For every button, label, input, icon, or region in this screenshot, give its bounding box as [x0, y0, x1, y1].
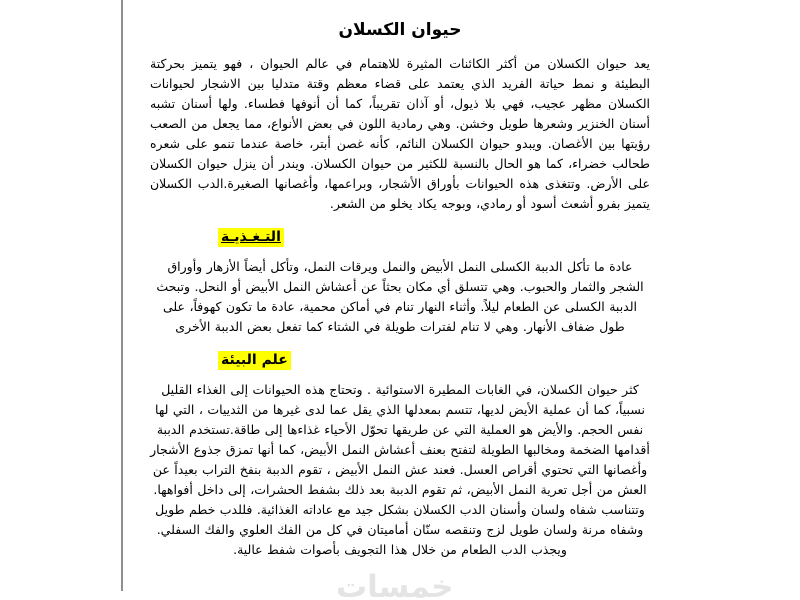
page-left-edge-line: [121, 0, 123, 591]
paragraph-nutrition: عادة ما تأكل الدببة الكسلى النمل الأبيض والنمل ويرقات النمل، وتأكل أيضاً الأزهار وأوراق الشجر والثمار والحبوب. وهي تتسلق أي مكان بحثاً عن أعشاش النمل الأبيض أو النحل. وتبحث الدببة الكسلى عن الطعام ليلاً. وأثناء النهار تنام في أماكن محمية، عادة ما تكون كهوفاً، على طول ضفاف الأنهار. وهي لا تنام لفترات طويلة في الشتاء كما تفعل بعض الدببة الأخرى: [156, 259, 644, 334]
paragraph-intro: يعد حيوان الكسلان من أكثر الكائنات المثيرة للاهتمام في عالم الحيوان ، فهو يتميز بحركتة البطيئة و نمط حياتة الفريد الذي يعتمد على قضاء معظم وقتة متدليا بين الاشجار لحيوانات الكسلان مظهر عجيب، فهي بلا ذيول، أو آذان تقريباً، كما أن أنوفها فطساء. ولها أسنان تشبه أسنان الخنزير وشعرها طويل وخشن. وهي رمادية اللون في بعض الأنواع، مما يجعل من الصعب رؤيتها بين الأغصان. ويبدو حيوان الكسلان النائم، كأنه غصن أبتر، خاصة عندما تنمو على شعره طحالب خضراء، كما هو الحال بالنسبة للكثير من حيوان الكسلان. ويندر أن ينزل حيوان الكسلان على الأرض. وتتغذى هذه الحيوانات بأوراق الأشجار، وبراعمها، وأغصانها الصغيرة.الدب الكسلان يتميز بفرو أشعث أسود أو رمادي، وبوجه يكاد يخلو من الشعر.: [150, 56, 650, 211]
heading-nutrition-row: [150, 226, 650, 245]
heading-nutrition: التـغـذيـة: [218, 228, 284, 247]
khamsat-watermark: خمسات: [336, 569, 454, 600]
document-content: [150, 10, 650, 572]
paragraph-ecology: كثر حيوان الكسلان، في الغابات المطيرة الاستوائية . وتحتاج هذه الحيوانات إلى الغذاء القليل نسبياً، كما أن عملية الأيض لديها، تتسم بمعدلها الذي يقل عما لدى غيرها من الثدييات ، التي لها نفس الحجم. والأيض هو العملية التي عن طريقها تحوّل الأحياء غذاءها إلى طاقة.تستخدم الدببة أقدامها الضخمة ومخالبها الطويلة لتفتح بعنف أعشاش النمل الأبيض، كما أنها تمزق جذوع الأشجار وأغصانها التي تحتوي أقراص العسل. فعند عش النمل الأبيض ، تقوم الدببة بنفخ التراب بعيداً عن العش من أجل تعرية النمل الأبيض، ثم تقوم الدببة بعد ذلك بشفط الحشرات، إلى داخل أفواهها. وتتناسب شفاه ولسان وأسنان الدب الكسلان بشكل جيد مع عاداته الغذائية. فللدب خطم طويل وشفاه مرنة ولسان طويل لزج وتنقصه سنّان أماميتان في كل من الفك العلوي والفك السفلي. ويجذب الدب الطعام من خلال هذا التجويف بأصوات شفط عالية.: [150, 382, 650, 557]
heading-ecology-row: [150, 349, 650, 368]
heading-ecology: علم البيئة: [218, 351, 291, 370]
document-title: حيوان الكسلان: [338, 20, 462, 40]
